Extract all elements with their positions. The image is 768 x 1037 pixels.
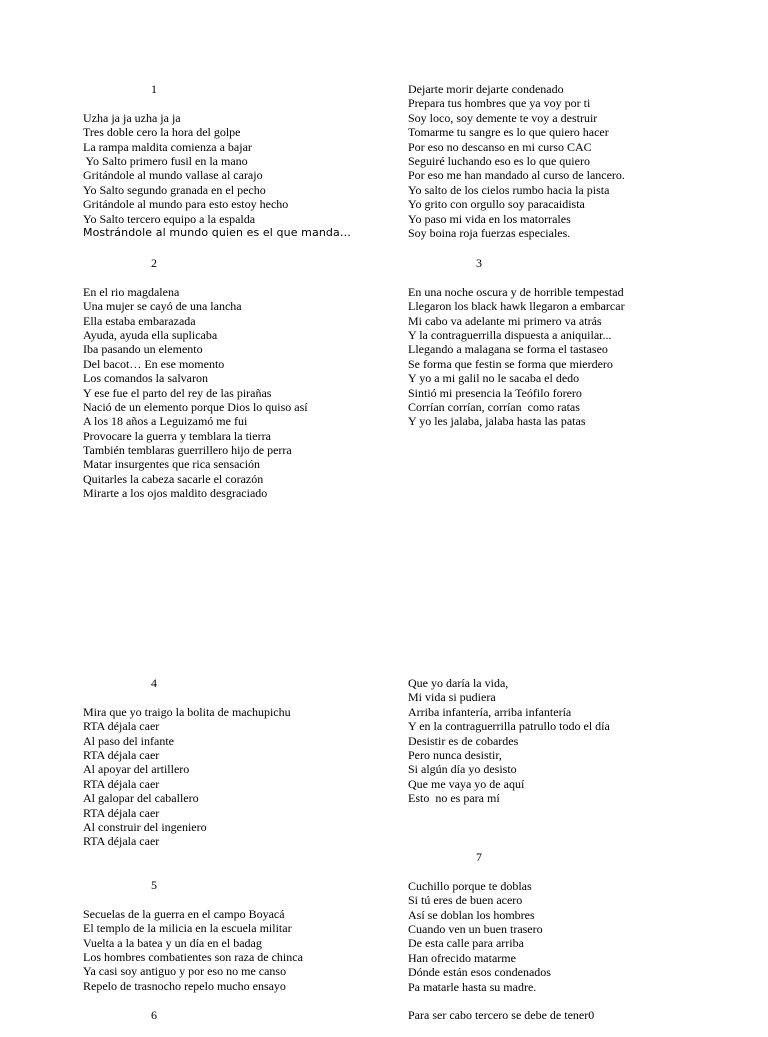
verse-3 bbox=[408, 256, 738, 429]
verse-line: Gritándole al mundo para esto estoy hecho bbox=[83, 197, 289, 212]
verse-line: Arriba infantería, arriba infantería bbox=[408, 704, 572, 719]
verse-line: Ayuda, ayuda ella suplicaba bbox=[83, 327, 218, 342]
verse-line: Ella estaba embarazada bbox=[83, 313, 196, 328]
verse-line: Mi cabo va adelante mi primero va atrás bbox=[408, 313, 602, 328]
verse-line: Cuchillo porque te doblas bbox=[408, 878, 532, 893]
verse-line: Al paso del infante bbox=[83, 733, 174, 748]
verse-line: En una noche oscura y de horrible tempestad bbox=[408, 284, 624, 299]
verse-line: Yo grito con orgullo soy paracaidista bbox=[408, 197, 585, 212]
verse-line: Yo Salto primero fusil en la mano bbox=[83, 153, 248, 168]
verse-line: Y yo a mi galil no le sacaba el dedo bbox=[408, 371, 580, 386]
verse-line: Mira que yo traigo la bolita de machupichu bbox=[83, 704, 291, 719]
verse-line: Uzha ja ja uzha ja ja bbox=[83, 110, 181, 125]
verse-line: Vuelta a la batea y un día en el badag bbox=[83, 935, 262, 950]
verse-line: Gritándole al mundo vallase al carajo bbox=[83, 168, 263, 183]
verse-line: Yo Salto segundo granada en el pecho bbox=[83, 182, 266, 197]
verse-line: Nació de un elemento porque Dios lo quiso así bbox=[83, 399, 308, 414]
verse-line: Sintió mi presencia la Teófilo forero bbox=[408, 385, 582, 400]
verse-line: RTA déjala caer bbox=[83, 719, 160, 734]
verse-line: Corrían corrían, corrían como ratas bbox=[408, 399, 580, 414]
verse-line: Iba pasando un elemento bbox=[83, 342, 203, 357]
verse-line: Pero nunca desistir, bbox=[408, 747, 502, 762]
verse-4-continued bbox=[408, 676, 738, 806]
verse-line: Dejarte morir dejarte condenado bbox=[408, 82, 564, 96]
verse-line: Tomarme tu sangre es lo que quiero hacer bbox=[408, 125, 609, 140]
verse-line: Yo salto de los cielos rumbo hacia la pista bbox=[408, 182, 610, 197]
verse-1-continued bbox=[408, 82, 738, 240]
verse-line: De esta calle para arriba bbox=[408, 936, 524, 951]
verse-line: RTA déjala caer bbox=[83, 776, 160, 791]
verse-6-continued bbox=[408, 1008, 738, 1022]
verse-line: Si tú eres de buen acero bbox=[408, 893, 523, 908]
verse-line: A los 18 años a Leguizamó me fui bbox=[83, 414, 248, 429]
verse-number: 2 bbox=[151, 256, 157, 270]
verse-line: Y ese fue el parto del rey de las pirañas bbox=[83, 385, 272, 400]
verse-line: Del bacot… En ese momento bbox=[83, 356, 225, 371]
verse-line: Llegando a malagana se forma el tastaseo bbox=[408, 342, 608, 357]
verse-line: Matar insurgentes que rica sensación bbox=[83, 457, 261, 472]
verse-number: 5 bbox=[151, 878, 157, 892]
verse-line: Al construir del ingeniero bbox=[83, 819, 207, 834]
verse-line: Llegaron los black hawk llegaron a embarcar bbox=[408, 299, 625, 314]
verse-line: Una mujer se cayó de una lancha bbox=[83, 299, 242, 314]
verse-line: Para ser cabo tercero se debe de tener0 bbox=[408, 1008, 595, 1022]
verse-number: 4 bbox=[151, 676, 157, 690]
verse-line: Pa matarle hasta su madre. bbox=[408, 979, 537, 994]
verse-line: Tres doble cero la hora del golpe bbox=[83, 125, 241, 140]
verse-line: Repelo de trasnocho repelo mucho ensayo bbox=[83, 978, 286, 993]
verse-line: Al apoyar del artillero bbox=[83, 762, 190, 777]
verse-line: Yo paso mi vida en los matorrales bbox=[408, 211, 571, 226]
verse-line: Ya casi soy antiguo y por eso no me canso bbox=[83, 964, 287, 979]
verse-number: 1 bbox=[151, 82, 157, 96]
verse-number: 6 bbox=[151, 1008, 157, 1022]
verse-line: Soy boina roja fuerzas especiales. bbox=[408, 225, 571, 240]
verse-line: Por eso me han mandado al curso de lancero. bbox=[408, 168, 625, 183]
verse-2 bbox=[83, 256, 413, 501]
verse-line: Por eso no descanso en mi curso CAC bbox=[408, 139, 592, 154]
verse-line: Que me vaya yo de aquí bbox=[408, 776, 525, 791]
verse-line: Secuelas de la guerra en el campo Boyacá bbox=[83, 906, 285, 921]
verse-number: 7 bbox=[476, 850, 482, 864]
verse-line: Los hombres combatientes son raza de chinca bbox=[83, 949, 303, 964]
verse-number: 3 bbox=[476, 256, 482, 270]
verse-line: Y en la contraguerrilla patrullo todo el día bbox=[408, 719, 610, 734]
verse-7 bbox=[408, 850, 738, 994]
verse-line: Mirarte a los ojos maldito desgraciado bbox=[83, 486, 268, 501]
verse-line: Se forma que festin se forma que mierdero bbox=[408, 356, 613, 371]
verse-line: Mi vida si pudiera bbox=[408, 690, 496, 705]
verse-line: Y la contraguerrilla dispuesta a aniquilar... bbox=[408, 327, 612, 342]
verse-line: El templo de la milicia en la escuela militar bbox=[83, 921, 292, 936]
verse-line: Si algún día yo desisto bbox=[408, 762, 517, 777]
verse-line: Provocare la guerra y temblara la tierra bbox=[83, 428, 271, 443]
verse-line: Soy loco, soy demente te voy a destruir bbox=[408, 110, 598, 125]
verse-line: Prepara tus hombres que ya voy por ti bbox=[408, 96, 591, 111]
verse-1 bbox=[83, 82, 413, 240]
verse-5 bbox=[83, 878, 413, 993]
verse-line: Esto no es para mí bbox=[408, 791, 500, 806]
verse-line: Seguiré luchando eso es lo que quiero bbox=[408, 153, 590, 168]
verse-line: Así se doblan los hombres bbox=[408, 907, 535, 922]
verse-6 bbox=[83, 1008, 413, 1037]
verse-4 bbox=[83, 676, 413, 849]
verse-line: RTA déjala caer bbox=[83, 805, 160, 820]
verse-line: Cuando ven un buen trasero bbox=[408, 921, 543, 936]
verse-line: Que yo daría la vida, bbox=[408, 676, 509, 690]
verse-line: Mostrándole al mundo quien es el que manda… bbox=[83, 225, 351, 239]
verse-line: Al galopar del caballero bbox=[83, 791, 199, 806]
verse-line: Los comandos la salvaron bbox=[83, 371, 208, 386]
verse-line: La rampa maldita comienza a bajar bbox=[83, 139, 252, 154]
verse-line: Dónde están esos condenados bbox=[408, 965, 551, 980]
verse-line: Han ofrecido matarme bbox=[408, 950, 516, 965]
verse-line: Yo Salto tercero equipo a la espalda bbox=[83, 211, 256, 226]
verse-line: RTA déjala caer bbox=[83, 834, 160, 849]
verse-line: Quitarles la cabeza sacarle el corazón bbox=[83, 471, 264, 486]
verse-line: RTA déjala caer bbox=[83, 747, 160, 762]
verse-line: En el rio magdalena bbox=[83, 284, 180, 299]
verse-line: Y yo les jalaba, jalaba hasta las patas bbox=[408, 414, 586, 429]
verse-line: También temblaras guerrillero hijo de perra bbox=[83, 443, 292, 458]
verse-line: Desistir es de cobardes bbox=[408, 733, 519, 748]
